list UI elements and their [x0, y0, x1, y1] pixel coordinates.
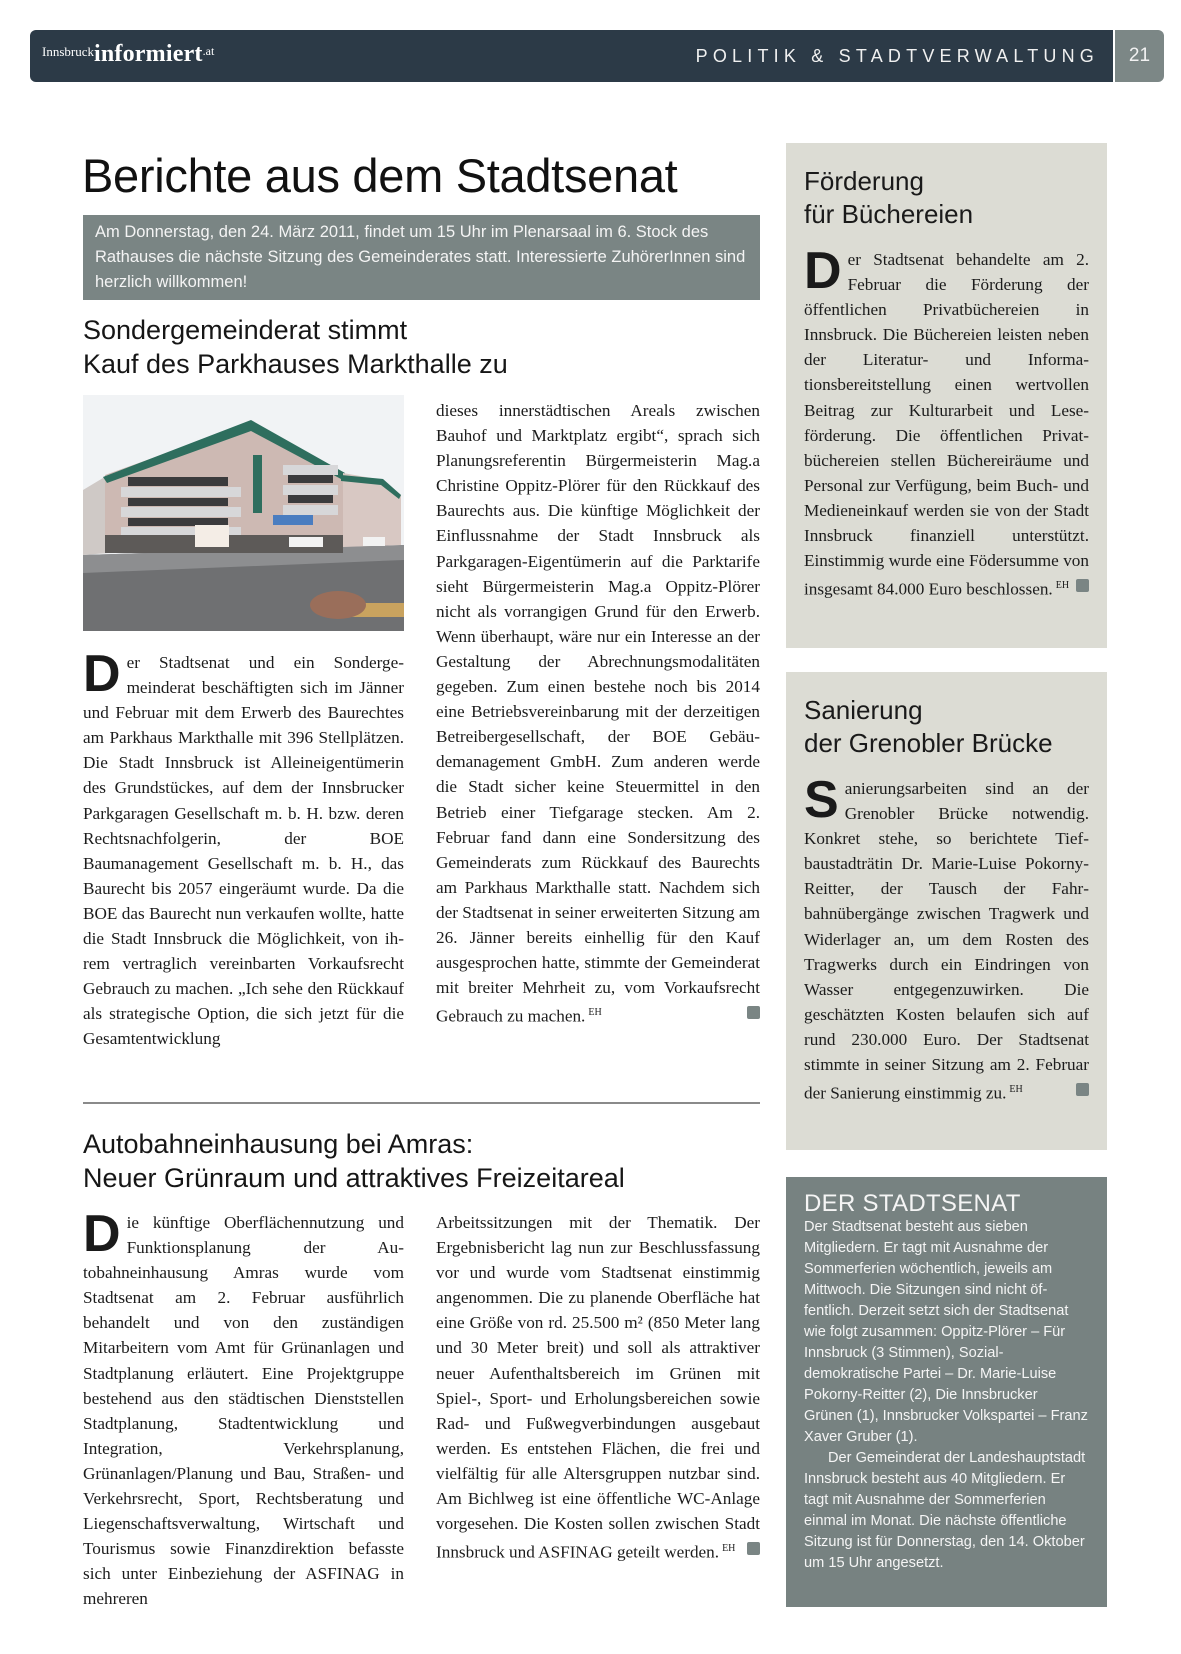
- article2-headline: [83, 1127, 625, 1195]
- dropcap: D: [83, 1205, 121, 1263]
- box2-title-line2: der Grenobler Brücke: [804, 728, 1053, 758]
- dropcap: D: [804, 242, 842, 300]
- article1-text-col1: er Stadtsenat und ein Sondergemeinderat beschäftigten sich im Jänner und Februar mit dem Erwerb des Baurechtes am Parkhaus Markthalle mit 396 Stellplätzen. Die Stadt Innsbruck ist Alleineigentümerin des Grundstückes, auf dem der Innsbrucker Parkgaragen Gesellschaft m. b. H. bzw. deren Rechtsnachfolgerin, der BOE Baumanagement Gesellschaft m. b. H., das Baurecht bis 2057 eingeräumt wurde. Da die BOE das Baurecht nun verkaufen wollte, hatte die Stadt Innsbruck die Möglichkeit, von ihrem vertraglich vereinbarten Vorkaufsrecht Gebrauch zu machen. „Ich sehe den Rückkauf als strategische Option, die sich jetzt für die Gesamtentwicklung: [83, 653, 404, 1049]
- end-of-article-mark: [1076, 1083, 1089, 1096]
- author-signature: EH: [1009, 1084, 1023, 1096]
- box1-title-line1: Förderung: [804, 166, 924, 196]
- article1-text-col2: dieses innerstädtischen Areals zwischen Bauhof und Marktplatz ergibt“, sprach sich Planungsreferentin Bürgermeisterin Mag.a Christine Oppitz-Plörer für den Rückkauf des Baurechts aus. Die künftige Möglichkeit der Einflussnahme der Stadt Innsbruck als Parkgaragen-Eigentümerin auf die Parktarife sieht Bürgermeisterin Mag.a Oppitz-Plörer nicht als vorrangigen Grund für den Erwerb. Wenn überhaupt, wäre nur ein Interesse an der Gestaltung der Abrechnungsmodalitäten gegeben. Zum einen bestehe noch bis 2014 eine Betriebsvereinbarung mit der derzeitigen Betreibergesellschaft, der BOE Gebäudemanagement GmbH. Zum anderen werde die Stadt sicher keine Steuermittel in den Betrieb einer Tiefgarage stecken. Am 2. Februar fand dann eine Sondersitzung des Gemeinderats zum Rückkauf des Baurechts am Parkhaus Markthalle statt. Nachdem sich der Stadtsenat in seiner erweiterten Sitzung am 26. Jänner bereits einhellig für den Kauf ausgesprochen hatte, stimmte der Gemeinderat mit breiter Mehrheit zu, vom Vorkaufsrecht Gebrauch zu machen.: [436, 401, 760, 1026]
- article2-text-col2: Arbeitssitzungen mit der Thematik. Der Ergebnisbericht lag nun zur Beschlussfassung vor und wurde vom Stadtsenat einstimmig angenommen. Die zu planende Oberfläche hat eine Größe von rd. 25.500 m² (850 Meter lang und 30 Meter breit) und soll als attraktiver neuer Aufenthaltsbereich im Grünen mit Spiel-, Sport- und Erholungsbereichen sowie Rad- und Fußwegverbindungen ausgebaut werden. Es entstehen Flächen, die frei und vielfältig für alle Altersgruppen nutzbar sind. Am Bichlweg ist eine öffentliche WC-Anlage vorgesehen. Die Kosten sollen zwischen Stadt Innsbruck und ASFINAG geteilt werden.: [436, 1213, 760, 1562]
- article2-column1: [83, 1205, 404, 1612]
- box2-text: anierungsarbeiten sind an der Grenobler Brücke notwendig. Konkret stehe, so berichtete Tiefbaustadträtin Dr. Marie-Luise Pokorny-Reitter, der Tausch der Fahrbahnübergänge zwischen Tragwerk und Widerlager an, um dem Rosten des Tragwerks durch ein Eindringen von Wasser entgegenzuwirken. Die geschätzten Kosten belaufen sich auf rund 230.000 Euro. Der Stadtsenat stimmte in seiner Sitzung am 2. Februar der Sanierung einstimmig zu.: [804, 779, 1089, 1103]
- logo-prefix: Innsbruck: [42, 44, 94, 59]
- box3-title: DER STADTSENAT: [804, 1190, 1021, 1217]
- article2-text-col1: ie künftige Oberflächennutzung und Funktionsplanung der Autobahneinhausung Amras wurde vom Stadtsenat am 2. Februar ausführlich behandelt und von den zuständigen Mitarbeitern vom Amt für Grünanlagen und Stadtplanung erläutert. Eine Projektgruppe bestehend aus den städtischen Dienststellen Stadtplanung, Stadtentwicklung und Integration, Verkehrsplanung, Grünanlagen/Planung und Bau, Straßen- und Verkehrsrecht, Sport, Rechtsberatung und Liegenschaftsverwaltung, Wirtschaft und Tourismus sowie Finanzdirektion befasste sich unter Einbeziehung der ASFINAG in mehreren: [83, 1213, 404, 1609]
- article1-column2: [436, 398, 760, 1029]
- meeting-notice: Am Donnerstag, den 24. März 2011, findet um 15 Uhr im Plenarsaal im 6. Stock des Rathauses die nächste Sitzung des Gemeinderates statt. Interessierte ZuhörerInnen sind herzlich willkommen!: [83, 215, 760, 300]
- box1-text: er Stadtsenat behandelte am 2. Februar die Förderung der öffentlichen Privatbüchereien in Innsbruck. Die Büchereien leisten neben der Literatur- und Informationsbereitstellung einen wertvollen Beitrag zur Kulturarbeit und Leseförderung. Die öffentlichen Privatbüchereien stellen Büchereiräume und Personal zur Verfügung, beim Buch- und Medieneinkauf werden sie von der Stadt Innsbruck finanziell unterstützt. Einstimmig wurde eine Födersumme von insgesamt 84.000 Euro beschlossen.: [804, 250, 1089, 599]
- page-number: 21: [1115, 30, 1164, 82]
- parkhaus-photo: [83, 395, 404, 631]
- article1-headline-line1: Sondergemeinderat stimmt: [83, 315, 408, 345]
- logo: [42, 41, 214, 68]
- article1-column1: [83, 645, 404, 1052]
- parkhaus-building-image: [83, 395, 404, 631]
- article1-headline-line2: Kauf des Parkhauses Markthalle zu: [83, 349, 508, 379]
- article2-headline-line1: Autobahneinhausung bei Amras:: [83, 1129, 474, 1159]
- box3-paragraph2: Der Gemeinderat der Landeshauptstadt Innsbruck besteht aus 40 Mitgliedern. Er tagt mit Ausnahme der Sommerferien einmal im Monat. Die nächste öffentliche Sitzung ist für Donnerstag, den 14. Oktober um 15 Uhr angesetzt.: [804, 1450, 1086, 1571]
- end-of-article-mark: [747, 1542, 760, 1555]
- box1-body: [804, 242, 1089, 602]
- dropcap: D: [83, 645, 121, 703]
- sidebar-box-buechereien: [786, 143, 1107, 648]
- author-signature: EH: [1055, 580, 1070, 592]
- box1-title-line2: für Büchereien: [804, 199, 974, 229]
- article2-headline-line2: Neuer Grünraum und attraktives Freizeitareal: [83, 1163, 625, 1193]
- author-signature: EH: [588, 1007, 602, 1019]
- box2-body: [804, 771, 1089, 1106]
- section-title: POLITIK & STADTVERWALTUNG: [695, 46, 1099, 66]
- article1-headline: [83, 313, 508, 381]
- box1-title: [804, 165, 1089, 231]
- logo-name: informiert: [94, 41, 203, 67]
- end-of-article-mark: [1076, 579, 1089, 592]
- box2-title: [804, 694, 1089, 760]
- sidebar-box-stadtsenat-info: [786, 1177, 1107, 1607]
- end-of-article-mark: [747, 1006, 760, 1019]
- box2-title-line1: Sanierung: [804, 695, 923, 725]
- author-signature: EH: [722, 1543, 736, 1555]
- article-divider: [83, 1102, 760, 1104]
- sidebar-box-grenobler-bruecke: [786, 672, 1107, 1150]
- page-header: [30, 30, 1164, 82]
- article2-column2: [436, 1210, 760, 1565]
- logo-suffix: .at: [202, 44, 215, 58]
- header-bar: [30, 30, 1113, 82]
- page-title: Berichte aus dem Stadtsenat: [82, 149, 678, 202]
- dropcap: S: [804, 771, 839, 829]
- box3-paragraph1: Der Stadtsenat besteht aus sieben Mitgliedern. Er tagt mit Ausnahme der Sommerferien wöchentlich, jeweils am Mittwoch. Die Sitzungen sind nicht öffentlich. Derzeit setzt sich der Stadtsenat wie folgt zusammen: Oppitz-Plörer – Für Innsbruck (3 Stimmen), Sozialdemokratische Partei – Dr. Marie-Luise Pokorny-Reitter (2), Die Innsbrucker Grünen (1), Innsbrucker Volkspartei – Franz Xaver Gruber (1).: [804, 1219, 1088, 1445]
